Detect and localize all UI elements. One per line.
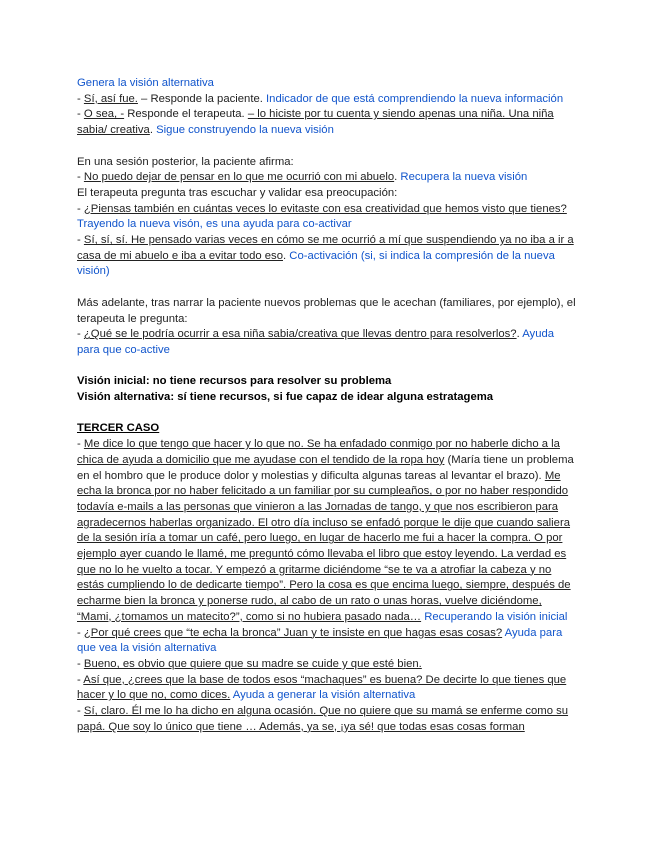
dialogue-patient-yes: - Sí, así fue. – Responde la paciente. Indicador de que está comprendiendo la nueva información — [77, 92, 564, 105]
patient-quote: Sí, sí, sí. He pensado varias veces en cómo se me ocurrió a mí que suspendiendo ya no iba a ir a casa de mi abuelo e iba a evitar todo eso — [77, 234, 574, 262]
section-heading-third-case: TERCER CASO — [77, 422, 160, 435]
annotation: Indicador de que está comprendiendo la nueva información — [266, 92, 564, 105]
dialogue-therapist-creativity: - ¿Piensas también en cuántas veces lo evitaste con esa creatividad que hemos visto que tienes? Trayendo la nueva visón, es una ayuda para co-activar — [77, 202, 567, 231]
annotation: Co-activación (si, si indica la compresión de la nueva visión) — [77, 249, 555, 278]
therapist-quote: ¿Piensas también en cuántas veces lo evitaste con esa creatividad que hemos visto que tienes? — [83, 202, 567, 215]
dialogue-patient-of-course: - Sí, claro. Él me lo ha dicho en alguna ocasión. Que no quiere que su mamá se enferme como su papá. Que soy lo único que tiene … Además, ya se, ¡ya sé! que todas esas cosas forman — [77, 705, 569, 733]
patient-quote: Me echa la bronca por no haber felicitado a un familiar por su cumpleaños, o por no haber respondido todavía e-mails a las personas que vinieron a las Jornadas de tango, y que nos escribieron para agradecernos haberlas organizado. El otro día incluso se enfadó porque le dije que cuando saliera de la sesión iría a tomar un café, pero luego, en lugar de hacerlo me fui a hacer la compra. O por ejemplo ayer cuando le llamé, me preguntó cómo llevaba el libro que estoy leyendo. La verdad es que no lo he vuelto a tocar. Y empezó a gritarme diciéndome “se te va a atrofiar la cabeza y no estás cumpliendo lo de dedicarte tiempo”. Pero la cosa es que encima luego, siempre, después de echarme bien la bronca y ponerse rudo, al cabo de un rato o unas horas, vuelve diciéndome, “Mami, ¿tomamos un matecito?”, como si no hubiera pasado nada… — [77, 469, 571, 623]
narrative-therapist-asks: El terapeuta pregunta tras escuchar y validar esa preocupación: — [77, 186, 398, 199]
dialogue-therapist-wise-girl-resolve: - ¿Qué se le podría ocurrir a esa niña sabia/creativa que llevas dentro para resolverlos?. Ayuda para que co-active — [77, 328, 555, 356]
alternative-vision-summary: Visión alternativa: sí tiene recursos, si fue capaz de idear alguna estratagema — [77, 391, 494, 404]
annotation: Sigue construyendo la nueva visión — [156, 124, 334, 137]
initial-vision-summary: Visión inicial: no tiene recursos para resolver su problema — [77, 375, 392, 388]
therapist-quote: O sea, - — [83, 108, 125, 121]
document-page — [77, 76, 577, 735]
therapist-quote: – lo hiciste por tu cuenta y siendo apenas una niña. Una niña sabia/ creativa — [77, 108, 554, 137]
therapist-quote: ¿Qué se le podría ocurrir a esa niña sabia/creativa que llevas dentro para resolverlos? — [83, 328, 517, 341]
narrative-later-session: En una sesión posterior, la paciente afirma: — [77, 155, 294, 168]
annotation: Trayendo la nueva visón, es una ayuda para co-activar — [77, 218, 352, 231]
annotation: Recupera la nueva visión — [400, 171, 528, 184]
therapist-quote: Así que, ¿crees que la base de todos esos “machaques” es buena? De decirte lo que tienes que hacer y lo que no, como dices. — [77, 673, 567, 702]
annotation: Ayuda para que co-active — [77, 328, 555, 356]
annotation: Recuperando la visión inicial — [424, 610, 568, 623]
dialogue-therapist-why-scold: - ¿Por qué crees que “te echa la bronca” Juan y te insiste en que hagas esas cosas? Ayuda para que vea la visión alternativa — [77, 626, 563, 655]
therapist-quote: ¿Por qué crees que “te echa la bronca” Juan y te insiste en que hagas esas cosas? — [83, 626, 503, 639]
patient-quote: No puedo dejar de pensar en lo que me ocurrió con mi abuelo — [83, 171, 395, 184]
dialogue-therapist-wise-girl: - O sea, - Responde el terapeuta. – lo hiciste por tu cuenta y siendo apenas una niña. Una niña sabia/ creativa. Sigue construyendo la nueva visión — [77, 108, 554, 137]
narrative-further-on: Más adelante, tras narrar la paciente nuevos problemas que le acechan (familiares, por ejemplo), el terapeuta le pregunta: — [77, 296, 576, 325]
patient-quote: Sí, claro. Él me lo ha dicho en alguna ocasión. Que no quiere que su mamá se enferme como su papá. Que soy lo único que tiene … Además, ya se, ¡ya sé! que todas esas cosas forman — [77, 705, 569, 733]
patient-quote: Sí, así fue. — [83, 92, 138, 105]
annotation-generate-alternative: Genera la visión alternativa — [77, 77, 214, 89]
patient-quote: Bueno, es obvio que quiere que su madre se cuide y que esté bien. — [83, 657, 422, 670]
dialogue-patient-suspending: - Sí, sí, sí. He pensado varias veces en cómo se me ocurrió a mí que suspendiendo ya no iba a ir a casa de mi abuelo e iba a evitar todo eso. Co-activación (si, si indica la compresión de la nueva visión) — [77, 234, 574, 278]
dialogue-patient-grandfather: - No puedo dejar de pensar en lo que me ocurrió con mi abuelo. Recupera la nueva visión — [77, 171, 528, 184]
annotation: Ayuda para que vea la visión alternativa — [77, 626, 563, 655]
dialogue-patient-son-scolds: - Me dice lo que tengo que hacer y lo que no. Se ha enfadado conmigo por no haberle dicho a la chica de ayuda a domicilio que me ayudase con el tendido de la ropa hoy (María tiene un problema en el hombro que le produce dolor y molestias y dificulta algunas tareas al levantar el brazo). Me echa la bronca por no haber felicitado a un familiar por su cumpleaños, o por no haber respondido todavía e-mails a las personas que vinieron a las Jornadas de tango, y que nos escribieron para agradecernos haberlas organizado. El otro día incluso se enfadó porque le dije que cuando saliera de la sesión iría a tomar un café, pero luego, en lugar de hacerlo me fui a hacer la compra. O por ejemplo ayer cuando le llamé, me preguntó cómo llevaba el libro que estoy leyendo. La verdad es que no lo he vuelto a tocar. Y empezó a gritarme diciéndome “se te va a atrofiar la cabeza y no estás cumpliendo lo de dedicarte tiempo”. Pero la cosa es que encima luego, siempre, después de echarme bien la bronca y ponerse rudo, al cabo de un rato o unas horas, vuelve diciéndome, “Mami, ¿tomamos un matecito?”, como si no hubiera pasado nada… Recuperando la visión inicial — [77, 438, 574, 623]
dialogue-patient-obvious: - Bueno, es obvio que quiere que su madre se cuide y que esté bien. — [77, 657, 422, 670]
dialogue-therapist-good-base: - Así que, ¿crees que la base de todos esos “machaques” es buena? De decirte lo que tienes que hacer y lo que no, como dices. Ayuda a generar la visión alternativa — [77, 673, 567, 702]
patient-quote: Me dice lo que tengo que hacer y lo que no. Se ha enfadado conmigo por no haberle dicho a la chica de ayuda a domicilio que me ayudase con el tendido de la ropa hoy — [77, 438, 560, 466]
annotation: Ayuda a generar la visión alternativa — [232, 689, 416, 702]
